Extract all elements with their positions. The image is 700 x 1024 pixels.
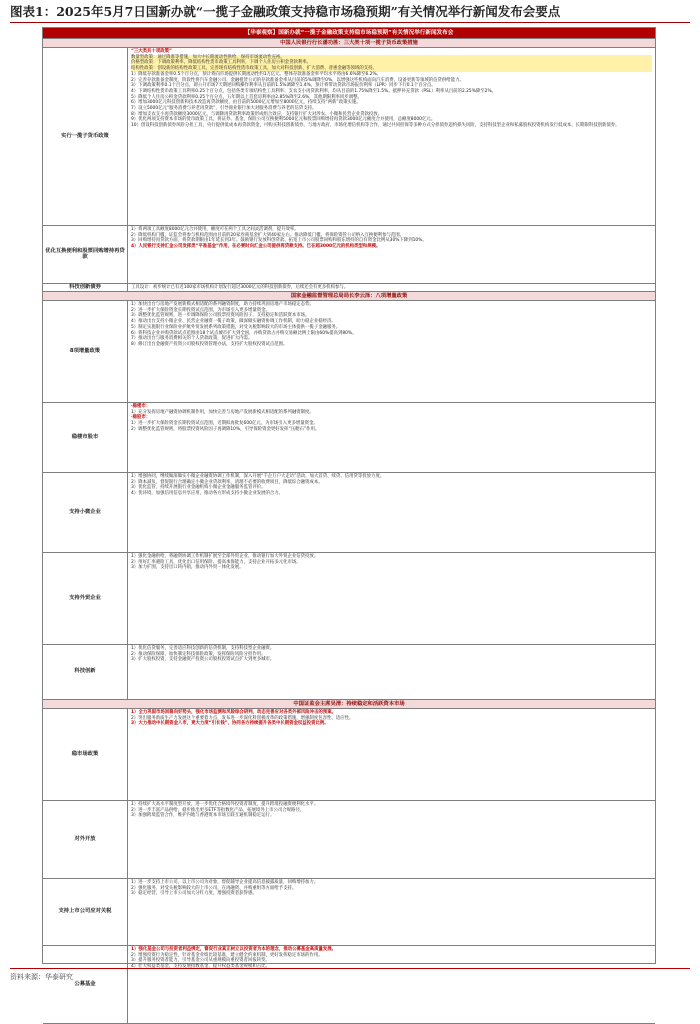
row-content (128, 48, 655, 225)
row-content (128, 284, 655, 291)
policy-line: 1）优化信贷服务，完善适应科技创新的信贷机制，支持科技型企业融资。 (131, 646, 275, 651)
row-label: 对外开放 (43, 801, 128, 878)
row-content (128, 879, 655, 945)
policy-line: 2）降低机构门槛，证监会将参与机构范围由目前的20家券商基金扩大到40家左右。推动降低门槛，将保险资管公司纳入互换便利参与范围。 (131, 232, 405, 238)
policy-line: 3）加强跨境监管合作，维护内地与香港资本市场互联互通机制稳定运行。 (131, 813, 275, 819)
divider (10, 968, 690, 969)
row-content (128, 645, 655, 699)
row-content (128, 226, 655, 283)
policy-line: 4）人民银行支持汇金公司发挥类“平准基金”作用，在必要时向汇金公司提供再贷款支持。已在超3000亿元的机构类型和规模。 (131, 244, 381, 250)
policy-line: 1）充分发挥房地产融资协调机制作用，加快完善与房地产发展新模式相适配的系列融资制度。 (131, 409, 314, 415)
section-header-nfra: 国家金融监督管理总局局长李云泽：八项增量政策 (43, 292, 655, 301)
table-row (43, 879, 655, 946)
policy-line: 工具设计：初步统计已有近100家市场机构计划发行超过3000亿元的科技创新债券，后续还会有更多机构参与。 (131, 285, 349, 290)
policy-line: 3）扩大股权投资，支持金融资产投资公司股权投资试点扩大到更多城市。 (131, 657, 275, 663)
table-row (43, 284, 655, 292)
table-row (43, 48, 655, 226)
figure-title: 图表1：2025年5月7日国新办就“一揽子金融政策支持稳市场稳预期”有关情况举行新闻发布会要点 (10, 4, 690, 23)
policy-line: 1）加快出台与房地产发展新模式相适配的系列融资制度，助力持续巩固房地产市场稳定态势。 (131, 302, 314, 307)
policy-line: 1）强化金融供给，将融资协调工作机制扩展至全部外贸企业，推动银行加大外贸企业信贷投放。 (131, 554, 319, 559)
policy-line: 1）降低存款准备金率0.5个百分点，预计将向市场提供长期流动性约1万亿元。整体存款准备金率平均水平将由6.6%降至6.2%。 (131, 71, 382, 77)
policy-line: 1）增强协同，继续做深做实小微企业融资协调工作机制，深入开展“千企万户大走访”活动，加大首贷、续贷、信用贷等投放力度。 (131, 474, 385, 479)
row-label: 实行一揽子货币政策 (43, 48, 128, 225)
policy-line: 2）增强投资行为稳定性，针对基金业绩比较基准，建立健全约束机制，更好发挥稳定市场的作用。 (131, 952, 323, 958)
policy-line: 3）提升服务投资者能力，引导基金公司从重规模向重投资者回报转变。 (131, 958, 270, 964)
policy-line: 2）推动保险保障，加快制定科技保险政策，发挥保险风险分担作用。 (131, 651, 266, 657)
policy-line: 7）推动出台与服务消费相关的个人贷款政策，促进扩大内需。 (131, 336, 253, 342)
policy-line: 1）将两项工具额度8000亿元合并使用，额度可在两个工具之间灵活调剂，提升效率。 (131, 227, 299, 232)
policy-line: 3）稳定经营，引导上市公司加大分红力度，增强投资者获得感。 (131, 891, 257, 897)
policy-line: 5）制定实施银行业保险业护航外贸发展系列政策措施，对受关税影响较大的市场主体提供一揽子金融服务。 (131, 324, 341, 330)
row-label: 公募基金 (43, 946, 128, 1023)
policy-line: ·稳股市： (131, 415, 151, 421)
source-note: 资料来源：华泰研究 (10, 973, 73, 981)
policy-line: 1）全力巩固市场回稳向好势头，强化市场监测和风险综合研判，动态完善应对各类外部风险冲击的预案。 (131, 710, 337, 715)
policy-table (42, 27, 656, 987)
policy-line: 2）突出服务新质生产力发展这个重要着力点，发布进一步深化科创板改革的政策措施，增强制度包容性、适应性。 (131, 715, 354, 721)
row-label: 科技创新 (43, 645, 128, 699)
policy-line: 价格型政策：下调政策利率，降低结构性货币政策工具利率，下调个人住房公积金贷款利率。 (131, 60, 652, 66)
policy-line: 1）进一步扩大保险资金长期投资试点范围，近期拟再批复600亿元，为市场引入更多增量资金。 (131, 421, 318, 427)
policy-line: 10）创设科技创新债券风险分担工具，央行提供低成本再贷款资金，可购买科技创新债券，与地方政府、市场化增信机构等合作，通过共同担保等多种方式分担债券违约损失风险，支持科技型企业和私募股权投资机构发行低成本、长期限科技创新债券。 (131, 123, 620, 129)
policy-line: 2）强化服务，对受关税影响较大的上市公司，在再融资、并购重组等方面给予支持。 (131, 885, 297, 891)
row-label: 稳市场政策 (43, 709, 128, 800)
row-label: 支持外贸企业 (43, 553, 128, 644)
policy-line: 数量型政策：通过降准等措施，加大中长期流动性供给，保持市场流动性充裕。 (131, 55, 652, 61)
section-header-csrc: 中国证监会主席吴清：持续稳定和活跃资本市场 (43, 700, 655, 709)
row-label: 8项增量政策 (43, 301, 128, 402)
row-label: 稳楼市股市 (43, 403, 128, 472)
policy-line: 4）优环境，加强信用信息共享应用，推动各方形成支持小微企业发展的合力。 (131, 491, 284, 497)
policy-line: 3）优化监管，持续开展银行业金融机构小微企业金融服务监管评价。 (131, 485, 266, 491)
policy-line: 4）壮大权益类基金，支持发展指数基金，提升权益类基金规模和占比。 (131, 964, 270, 970)
row-label: 支持小微企业 (43, 473, 128, 552)
row-label: 支持上市公司应对关税 (43, 879, 128, 945)
policy-line: 2）进一步扩大保险资金长期投资试点范围，为市场引入更多增量资金。 (131, 307, 270, 313)
policy-line: 8）增加支农支小再贷款额度3000亿元，与调降再贷款利率政策形成组合效应，支持银行扩大对涉农、小微和民营企业贷款投放。 (131, 111, 383, 117)
section-header-pboc: 中国人民银行行长潘功胜：三大类十项一揽子货币政策措施 (43, 39, 655, 48)
table-row (43, 946, 655, 1024)
row-content (128, 801, 655, 878)
policy-line: 9）优化两项支持资本市场的货币政策工具，将证券、基金、保险公司互换便利5000亿元和股票回购增持再贷款3000亿元额度合并使用，总额度8000亿元。 (131, 117, 436, 123)
table-row (43, 473, 655, 553)
policy-line: 1）进一步支持上市公司，以上市公司为对象，督促辅导企业提高信息披露质量，回购增持加力。 (131, 880, 319, 885)
policy-line: 8）修订出台金融资产投资公司股权投资管理办法，支持扩大股权投资试点范围。 (131, 341, 288, 347)
table-row (43, 226, 655, 284)
row-content (128, 473, 655, 552)
policy-line: 3）回购增持再贷款方面，将贷款期限由1年延长到3年。鼓励银行发放科创贷款、拓宽上市公司股票回购和股东增持的自有资金比例从30%下降到10%。 (131, 238, 427, 244)
policy-line: 6）将科技企业并购贷款试点范围由18个试点城市扩大到全国，并购贷款占并购交易额比例上限由60%提高到80%。 (131, 330, 357, 336)
policy-line: 3）加力扩围，支持出口转内销，推动内外贸一体化发展。 (131, 565, 244, 571)
table-header: 【华泰观察】国新办就“一揽子金融政策支持稳市场稳预期”有关情况举行新闻发布会 (43, 28, 655, 39)
policy-line: 1）持续扩大高水平制度型开放，进一步优化合格境外投资者制度，提升跨境投融资便利化水平。 (131, 802, 319, 807)
policy-line: 结构性政策：创设新的结构性政策工具，完善现有结构性货币政策工具，加大对科技创新、扩大消费、普惠金融等领域的支持。 (131, 66, 652, 72)
row-content (128, 403, 655, 472)
policy-line: 5）降低个人住房公积金贷款利率0.25个百分点，五年期以上首套房利率由2.85%降至2.6%，其他期限利率同步调整。 (131, 94, 362, 100)
policy-line: ·稳楼市： (131, 404, 151, 409)
policy-line: 3）下调政策利率0.1个百分点，即公开市场7天期逆回购操作利率从目前的1.5%调降至1.4%，预计将带动贷款市场报价利率（LPR）同步下行0.1个百分点。 (131, 83, 436, 89)
table-row (43, 801, 655, 879)
policy-line: 4）下调结构性货币政策工具利率0.25个百分点，包括各类专项结构性工具利率、支农支小再贷款利率，均从目前的1.75%降至1.5%。抵押补充贷款（PSL）利率从目前的2.25%降至2%。 (131, 88, 497, 94)
table-row (43, 645, 655, 700)
policy-line: 3）调整优化监管规则，进一步调降保险公司股票投资风险因子，支持稳定和活跃资本市场。 (131, 313, 310, 319)
policy-line: 4）推动出台支持小微企业、民营企业融资一揽子政策，做深做实融资协调工作机制，助力稳企业稳经济。 (131, 319, 336, 325)
policy-line: 3）大力推动中长期资金入市，更大力度“引长钱”，协同各方持续提升各类中长期资金权益投资比例。 (131, 721, 329, 727)
row-label: 优化互换便利和股票回购增持再贷款 (43, 226, 128, 283)
policy-line: 2）调整优化监管规则，将股票投资风险因子再调降10%，引导保险资金更好发挥“压舱石”作用。 (131, 426, 320, 432)
row-label: 科技创新债券 (43, 284, 128, 291)
table-row (43, 403, 655, 473)
table-row (43, 553, 655, 645)
policy-line: 6）增加3000亿元科技创新和技术改造再贷款额度，由目前的5000亿元增加至8000亿元，持续支持“两新”政策实施。 (131, 100, 361, 106)
policy-line: 1）强化基金公司与投资者利益绑定，督促行业真正树立以投资者为本的理念，推动公募基金高质量发展。 (131, 947, 337, 952)
row-content (128, 709, 655, 800)
row-content (128, 301, 655, 402)
policy-line: 2）用好汇率避险工具，优化出口信用保险、提高承保能力，支持企业开拓多元化市场。 (131, 559, 301, 565)
policy-line: 2）降本减负，督促银行合理确定小微企业贷款利率，清理不必要的收费项目，降低综合融资成本。 (131, 479, 323, 485)
table-rows (43, 48, 655, 1024)
row-content (128, 553, 655, 644)
policy-line: 2）进一步丰富产品供给，稳步推出更多ETF等指数化产品，拓展境外上市公司合规路径。 (131, 807, 305, 813)
table-row (43, 709, 655, 801)
policy-line: 7）设立5000亿元“服务消费与养老再贷款”，引导商业银行加大对服务消费与养老的信贷支持。 (131, 106, 317, 112)
table-row (43, 301, 655, 403)
policy-line: “三大类共十项政策” (131, 49, 172, 54)
policy-line: 2）完善存款准备金制度，阶段性将汽车金融公司、金融租赁公司的存款准备金率从目前的5%调降至0%，以增强这些机构面向汽车消费、设备更新等领域的信贷供给能力。 (131, 77, 464, 83)
row-content (128, 946, 655, 1023)
